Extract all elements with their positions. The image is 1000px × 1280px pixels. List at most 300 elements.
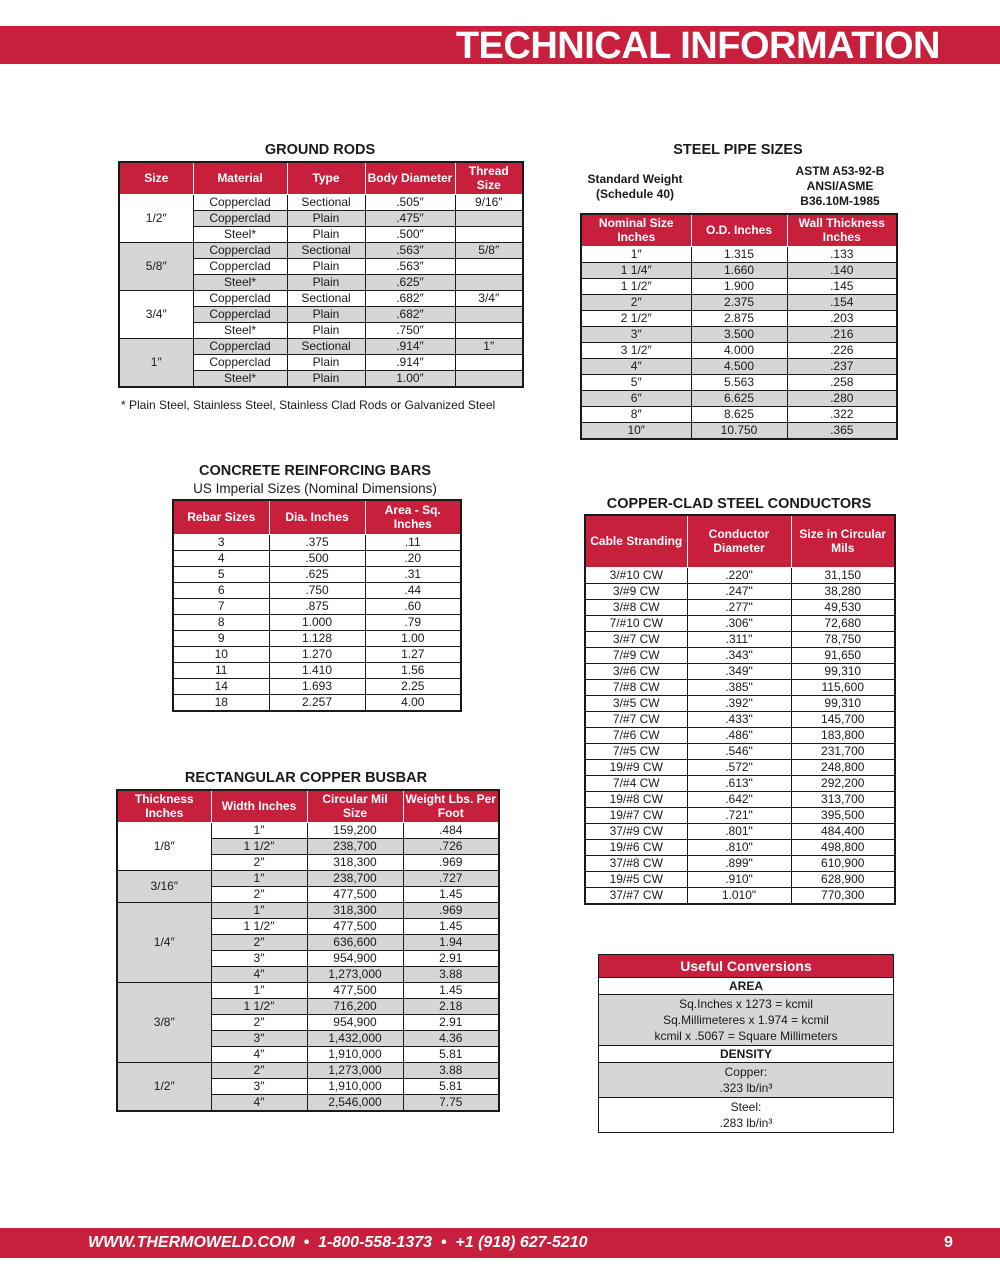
group-label-cell: 5/8″: [119, 242, 193, 290]
table-cell: 1,432,000: [307, 1030, 403, 1046]
area-line: Sq.Inches x 1273 = kcmil: [679, 997, 813, 1011]
table-cell: .343": [687, 647, 791, 663]
table-cell: 3″: [211, 950, 307, 966]
table-row: [585, 855, 895, 871]
table-cell: Copperclad: [193, 354, 287, 370]
steel-pipe-title: STEEL PIPE SIZES: [673, 142, 803, 158]
group-label-cell: 3/4″: [119, 290, 193, 338]
busbar-table: [116, 789, 500, 1112]
table-cell: 3 1/2″: [581, 342, 691, 358]
table-row: [581, 294, 897, 310]
table-row: [173, 534, 461, 550]
table-row: [585, 775, 895, 791]
table-row: [119, 194, 523, 210]
table-cell: .484: [403, 822, 499, 838]
table-row: [585, 631, 895, 647]
table-cell: Plain: [287, 274, 365, 290]
table-cell: 2″: [211, 854, 307, 870]
table-cell: .258: [787, 374, 897, 390]
table-cell: 954,900: [307, 1014, 403, 1030]
table-cell: 19/#9 CW: [585, 759, 687, 775]
table-cell: .910": [687, 871, 791, 887]
table-cell: Sectional: [287, 338, 365, 354]
table-cell: 1.00″: [365, 370, 455, 387]
table-cell: .237: [787, 358, 897, 374]
table-cell: 1.00: [365, 630, 461, 646]
table-row: [119, 290, 523, 306]
table-cell: .11: [365, 534, 461, 550]
footer-contact: WWW.THERMOWELD.COM • 1-800-558-1373 • +1 (918) 627-5210: [88, 1234, 588, 1251]
useful-conversions-box: [598, 954, 894, 1133]
table-cell: 1 1/4″: [581, 262, 691, 278]
area-line: kcmil x .5067 = Square Millimeters: [654, 1029, 838, 1043]
table-cell: .226: [787, 342, 897, 358]
table-cell: [455, 258, 523, 274]
table-cell: .486": [687, 727, 791, 743]
table-row: [585, 615, 895, 631]
table-row: [585, 583, 895, 599]
table-cell: .500″: [365, 226, 455, 242]
column-header: Dia. Inches: [269, 500, 365, 534]
table-row: [581, 342, 897, 358]
table-row: [585, 823, 895, 839]
table-row: [581, 406, 897, 422]
table-cell: .216: [787, 326, 897, 342]
copper-value: .323 lb/in³: [719, 1081, 773, 1095]
group-label-cell: 1/4″: [117, 902, 211, 982]
table-cell: 5.81: [403, 1078, 499, 1094]
group-label-cell: 1/2″: [117, 1062, 211, 1111]
table-cell: 770,300: [791, 887, 895, 904]
table-cell: 2,546,000: [307, 1094, 403, 1111]
table-cell: 1.27: [365, 646, 461, 662]
table-cell: 19/#8 CW: [585, 791, 687, 807]
table-cell: .306": [687, 615, 791, 631]
table-row: [581, 262, 897, 278]
table-cell: 7/#5 CW: [585, 743, 687, 759]
table-cell: 99,310: [791, 663, 895, 679]
table-row: [119, 242, 523, 258]
table-row: [585, 695, 895, 711]
table-cell: .500: [269, 550, 365, 566]
table-cell: 7/#7 CW: [585, 711, 687, 727]
table-cell: 3/#7 CW: [585, 631, 687, 647]
table-cell: 318,300: [307, 902, 403, 918]
ground-rods-title: GROUND RODS: [264, 142, 376, 158]
table-cell: .154: [787, 294, 897, 310]
steel-label: Steel:: [730, 1100, 762, 1114]
table-cell: .247": [687, 583, 791, 599]
column-header: Thickness Inches: [117, 790, 211, 822]
table-cell: 9/16″: [455, 194, 523, 210]
table-cell: .20: [365, 550, 461, 566]
table-cell: 1,273,000: [307, 966, 403, 982]
table-cell: 238,700: [307, 870, 403, 886]
table-cell: .750″: [365, 322, 455, 338]
rebar-title: CONCRETE REINFORCING BARS: [198, 463, 431, 479]
table-cell: .969: [403, 902, 499, 918]
table-cell: Copperclad: [193, 242, 287, 258]
table-cell: 115,600: [791, 679, 895, 695]
table-cell: 477,500: [307, 918, 403, 934]
table-cell: 1 1/2″: [211, 838, 307, 854]
table-cell: 238,700: [307, 838, 403, 854]
table-cell: 159,200: [307, 822, 403, 838]
table-row: [173, 630, 461, 646]
group-label-cell: 3/16″: [117, 870, 211, 902]
table-cell: 716,200: [307, 998, 403, 1014]
conversions-title: Useful Conversions: [599, 955, 893, 977]
table-row: [173, 646, 461, 662]
table-cell: [455, 226, 523, 242]
table-cell: Copperclad: [193, 290, 287, 306]
table-cell: 99,310: [791, 695, 895, 711]
table-row: [585, 599, 895, 615]
table-cell: .349": [687, 663, 791, 679]
table-cell: 37/#8 CW: [585, 855, 687, 871]
table-cell: 9: [173, 630, 269, 646]
table-cell: 4.000: [691, 342, 787, 358]
column-header: Material: [193, 162, 287, 194]
table-cell: Plain: [287, 370, 365, 387]
table-cell: Copperclad: [193, 338, 287, 354]
table-cell: .392": [687, 695, 791, 711]
table-cell: 2″: [211, 886, 307, 902]
table-cell: .625: [269, 566, 365, 582]
group-label-cell: 1″: [119, 338, 193, 387]
table-cell: 5/8″: [455, 242, 523, 258]
table-cell: 1.660: [691, 262, 787, 278]
table-cell: .682″: [365, 290, 455, 306]
copper-label: Copper:: [724, 1065, 768, 1079]
table-cell: 628,900: [791, 871, 895, 887]
table-cell: 3/#9 CW: [585, 583, 687, 599]
table-cell: 91,650: [791, 647, 895, 663]
table-row: [585, 743, 895, 759]
table-row: [585, 711, 895, 727]
area-label: AREA: [599, 977, 893, 994]
table-cell: .726: [403, 838, 499, 854]
table-cell: .899": [687, 855, 791, 871]
table-cell: 1 1/2″: [581, 278, 691, 294]
table-cell: .563″: [365, 242, 455, 258]
table-cell: Copperclad: [193, 210, 287, 226]
steel-pipe-table: [580, 213, 898, 440]
table-cell: .133: [787, 246, 897, 262]
table-row: [119, 338, 523, 354]
table-row: [173, 614, 461, 630]
table-cell: 4″: [211, 1046, 307, 1062]
table-cell: 6″: [581, 390, 691, 406]
table-cell: 3.500: [691, 326, 787, 342]
table-row: [117, 1062, 499, 1078]
table-cell: Plain: [287, 306, 365, 322]
column-header: Nominal Size Inches: [581, 214, 691, 246]
table-cell: 37/#9 CW: [585, 823, 687, 839]
column-header: Width Inches: [211, 790, 307, 822]
column-header: Size in Circular Mils: [791, 515, 895, 567]
table-row: [585, 791, 895, 807]
table-cell: .801": [687, 823, 791, 839]
table-row: [173, 694, 461, 711]
table-cell: 11: [173, 662, 269, 678]
table-cell: .750: [269, 582, 365, 598]
table-cell: 2.25: [365, 678, 461, 694]
table-cell: .727: [403, 870, 499, 886]
table-cell: 6.625: [691, 390, 787, 406]
table-cell: 4.36: [403, 1030, 499, 1046]
table-cell: 2.257: [269, 694, 365, 711]
table-cell: 2″: [211, 934, 307, 950]
table-cell: 5.563: [691, 374, 787, 390]
column-header: Thread Size: [455, 162, 523, 194]
table-cell: 2.18: [403, 998, 499, 1014]
table-cell: 37/#7 CW: [585, 887, 687, 904]
column-header: Rebar Sizes: [173, 500, 269, 534]
table-row: [581, 422, 897, 439]
table-cell: 1″: [211, 982, 307, 998]
density-label: DENSITY: [599, 1045, 893, 1062]
table-cell: .385": [687, 679, 791, 695]
table-cell: Plain: [287, 226, 365, 242]
table-cell: 2.91: [403, 1014, 499, 1030]
table-row: [117, 822, 499, 838]
table-cell: 248,800: [791, 759, 895, 775]
column-header: Wall Thickness Inches: [787, 214, 897, 246]
table-cell: 318,300: [307, 854, 403, 870]
table-cell: .721": [687, 807, 791, 823]
column-header: Weight Lbs. Per Foot: [403, 790, 499, 822]
table-cell: .642": [687, 791, 791, 807]
table-cell: [455, 354, 523, 370]
header-bar: [0, 25, 1000, 67]
table-cell: 8″: [581, 406, 691, 422]
table-cell: Steel*: [193, 226, 287, 242]
conductors-table: [584, 514, 896, 905]
table-row: [585, 871, 895, 887]
table-cell: 1,910,000: [307, 1078, 403, 1094]
table-cell: 3.88: [403, 966, 499, 982]
table-cell: Steel*: [193, 370, 287, 387]
table-cell: 1,273,000: [307, 1062, 403, 1078]
table-cell: Sectional: [287, 242, 365, 258]
column-header: Type: [287, 162, 365, 194]
page-title: TECHNICAL INFORMATION: [455, 25, 940, 67]
table-row: [581, 358, 897, 374]
table-cell: 10: [173, 646, 269, 662]
table-cell: 610,900: [791, 855, 895, 871]
ground-rods-table: [118, 161, 524, 388]
table-row: [585, 567, 895, 583]
table-cell: 1.900: [691, 278, 787, 294]
table-cell: .969: [403, 854, 499, 870]
table-cell: 3/#5 CW: [585, 695, 687, 711]
table-cell: 145,700: [791, 711, 895, 727]
table-cell: 1.45: [403, 918, 499, 934]
table-cell: [455, 210, 523, 226]
table-cell: 1.410: [269, 662, 365, 678]
table-cell: 636,600: [307, 934, 403, 950]
table-cell: .433": [687, 711, 791, 727]
rebar-subtitle: US Imperial Sizes (Nominal Dimensions): [193, 481, 437, 496]
table-cell: 1 1/2″: [211, 998, 307, 1014]
table-row: [173, 662, 461, 678]
table-cell: 954,900: [307, 950, 403, 966]
table-cell: .79: [365, 614, 461, 630]
table-cell: 231,700: [791, 743, 895, 759]
table-cell: 1 1/2″: [211, 918, 307, 934]
table-row: [173, 598, 461, 614]
steel-density: [599, 1097, 893, 1132]
table-cell: 7/#6 CW: [585, 727, 687, 743]
table-cell: 1.94: [403, 934, 499, 950]
table-row: [581, 374, 897, 390]
table-row: [581, 278, 897, 294]
table-cell: 1″: [211, 822, 307, 838]
table-cell: Sectional: [287, 290, 365, 306]
table-cell: .625″: [365, 274, 455, 290]
table-cell: 10″: [581, 422, 691, 439]
table-cell: 1.000: [269, 614, 365, 630]
table-cell: 1″: [455, 338, 523, 354]
table-cell: 19/#6 CW: [585, 839, 687, 855]
table-cell: .280: [787, 390, 897, 406]
pipe-left-label: Standard Weight (Schedule 40): [587, 172, 683, 201]
table-cell: 1.270: [269, 646, 365, 662]
table-cell: 6: [173, 582, 269, 598]
table-cell: 1,910,000: [307, 1046, 403, 1062]
copper-density: [599, 1062, 893, 1097]
table-cell: 2″: [211, 1014, 307, 1030]
ground-rods-note: * Plain Steel, Stainless Steel, Stainless Clad Rods or Galvanized Steel: [121, 398, 496, 412]
table-cell: 49,530: [791, 599, 895, 615]
table-cell: 3″: [581, 326, 691, 342]
table-cell: .914″: [365, 354, 455, 370]
table-cell: 1″: [211, 902, 307, 918]
table-cell: 1.010": [687, 887, 791, 904]
group-label-cell: 1/2″: [119, 194, 193, 242]
table-row: [585, 839, 895, 855]
table-cell: 1.128: [269, 630, 365, 646]
table-cell: 2.91: [403, 950, 499, 966]
table-cell: .475″: [365, 210, 455, 226]
rebar-table: [172, 499, 462, 712]
area-line: Sq.Millimeteres x 1.974 = kcmil: [663, 1013, 829, 1027]
busbar-title: RECTANGULAR COPPER BUSBAR: [184, 770, 428, 786]
table-cell: .613": [687, 775, 791, 791]
table-cell: Copperclad: [193, 258, 287, 274]
table-cell: 3/#8 CW: [585, 599, 687, 615]
table-row: [585, 663, 895, 679]
table-cell: 4″: [581, 358, 691, 374]
table-row: [117, 982, 499, 998]
table-cell: [455, 306, 523, 322]
column-header: Area - Sq. Inches: [365, 500, 461, 534]
table-cell: 8.625: [691, 406, 787, 422]
table-row: [173, 678, 461, 694]
table-cell: 477,500: [307, 982, 403, 998]
table-cell: 3: [173, 534, 269, 550]
steel-value: .283 lb/in³: [719, 1116, 773, 1130]
table-row: [117, 902, 499, 918]
table-cell: 1.315: [691, 246, 787, 262]
table-row: [173, 550, 461, 566]
table-cell: 313,700: [791, 791, 895, 807]
table-cell: .914″: [365, 338, 455, 354]
table-row: [585, 679, 895, 695]
group-label-cell: 3/8″: [117, 982, 211, 1062]
table-row: [581, 310, 897, 326]
table-cell: .311": [687, 631, 791, 647]
table-cell: 4.500: [691, 358, 787, 374]
column-header: Circular Mil Size: [307, 790, 403, 822]
table-cell: Plain: [287, 258, 365, 274]
table-cell: 3/4″: [455, 290, 523, 306]
table-cell: .375: [269, 534, 365, 550]
table-row: [585, 759, 895, 775]
table-row: [117, 870, 499, 886]
area-conversions: [599, 994, 893, 1045]
table-cell: .810": [687, 839, 791, 855]
table-cell: 498,800: [791, 839, 895, 855]
table-cell: 19/#7 CW: [585, 807, 687, 823]
table-cell: 3/#10 CW: [585, 567, 687, 583]
table-row: [585, 807, 895, 823]
table-cell: 477,500: [307, 886, 403, 902]
table-cell: 2″: [211, 1062, 307, 1078]
table-cell: 7: [173, 598, 269, 614]
conductors-title: COPPER-CLAD STEEL CONDUCTORS: [606, 496, 872, 512]
table-row: [173, 566, 461, 582]
table-cell: 10.750: [691, 422, 787, 439]
column-header: Body Diameter: [365, 162, 455, 194]
column-header: Cable Stranding: [585, 515, 687, 567]
table-cell: Steel*: [193, 274, 287, 290]
table-cell: .572": [687, 759, 791, 775]
table-cell: 4.00: [365, 694, 461, 711]
table-cell: .277": [687, 599, 791, 615]
table-row: [173, 582, 461, 598]
table-cell: 78,750: [791, 631, 895, 647]
table-cell: 484,400: [791, 823, 895, 839]
table-cell: 7/#9 CW: [585, 647, 687, 663]
table-cell: .546": [687, 743, 791, 759]
table-cell: 3″: [211, 1078, 307, 1094]
table-cell: .203: [787, 310, 897, 326]
table-cell: 5.81: [403, 1046, 499, 1062]
table-cell: .875: [269, 598, 365, 614]
table-cell: 1.693: [269, 678, 365, 694]
table-cell: .563″: [365, 258, 455, 274]
table-cell: .44: [365, 582, 461, 598]
table-cell: [455, 274, 523, 290]
table-cell: .505″: [365, 194, 455, 210]
table-cell: 7/#10 CW: [585, 615, 687, 631]
table-cell: 395,500: [791, 807, 895, 823]
table-cell: 31,150: [791, 567, 895, 583]
table-cell: 1″: [211, 870, 307, 886]
table-cell: [455, 370, 523, 387]
group-label-cell: 1/8″: [117, 822, 211, 870]
table-cell: .682″: [365, 306, 455, 322]
pipe-right-label: ASTM A53-92-B ANSI/ASME B36.10M-1985: [795, 164, 885, 208]
table-cell: 72,680: [791, 615, 895, 631]
table-cell: 2 1/2″: [581, 310, 691, 326]
table-cell: 4: [173, 550, 269, 566]
page-number: 9: [944, 1234, 953, 1251]
table-cell: 1.45: [403, 886, 499, 902]
table-cell: 18: [173, 694, 269, 711]
